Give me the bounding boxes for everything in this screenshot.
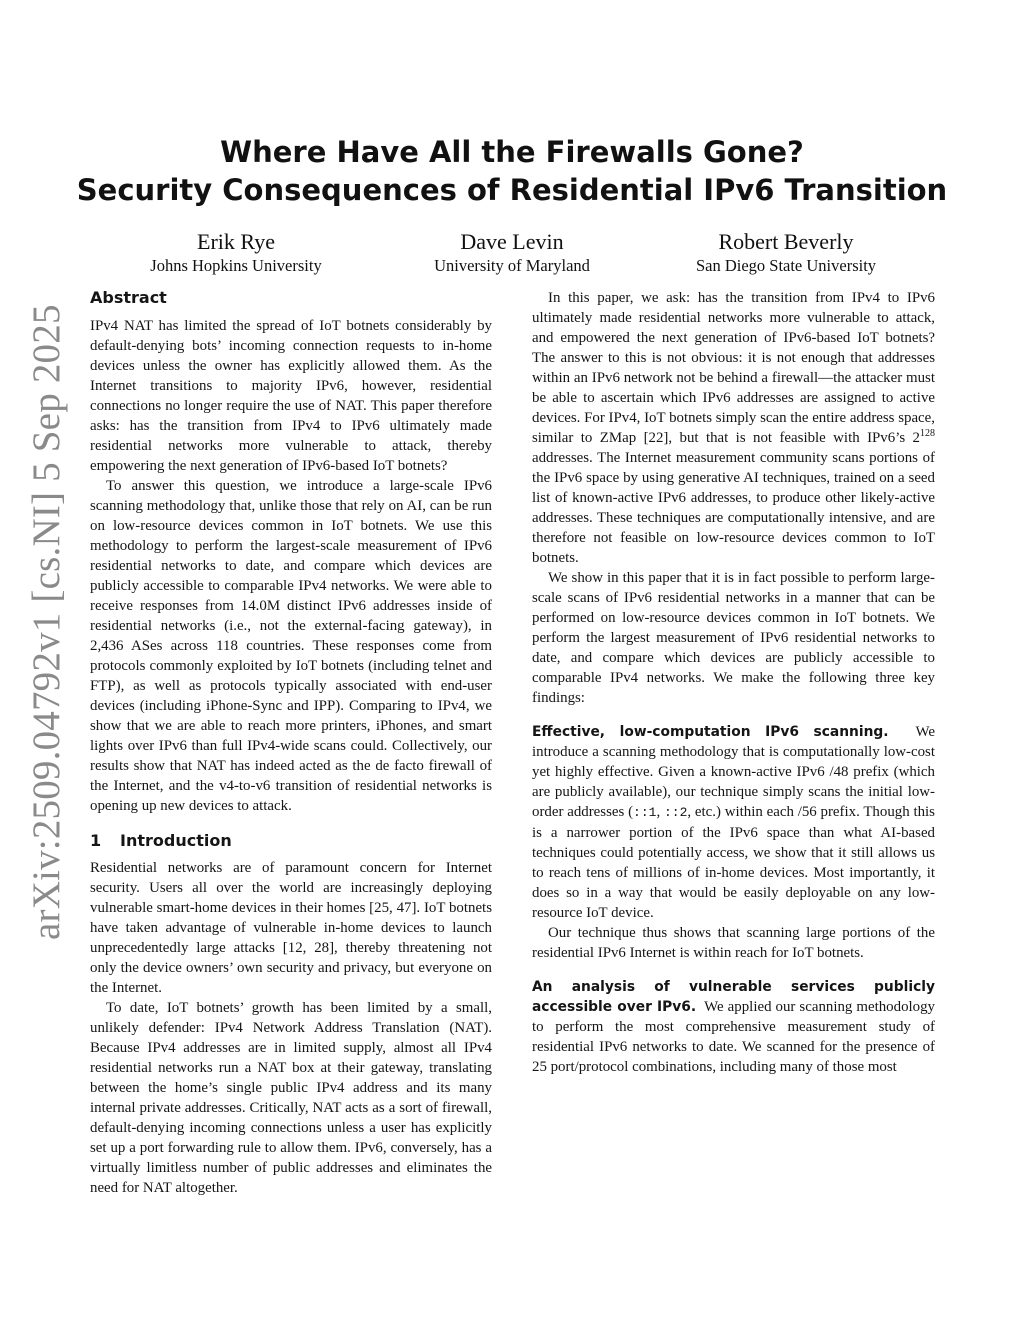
- intro-paragraph: To date, IoT botnets’ growth has been limited by a small, unlikely defender: IPv4 Network Address Translation (NAT). Because IPv4 addresses are in limited supply, almost all IPv4 residential networks run a NAT box at their gateway, translating between the home’s single public IPv4 address and its many internal private addresses. Critically, NAT acts as a sort of firewall, default-denying incoming connections unless a user has explicitly set up a port forwarding rule to allow them. IPv6, conversely, has a virtually limitless number of public addresses and eliminates the need for NAT altogether.: [90, 1000, 492, 1196]
- author-affiliation: University of Maryland: [434, 256, 590, 275]
- finding-text: , etc.) within each /56 prefix. Though this is a narrower portion of the IPv6 space than what AI-based techniques could potentially access, we show that it still allows us to reach tens of millions of in-home devices. Most importantly, it does so in a way that would be easily deployable on any low-resource IoT device.: [532, 804, 935, 921]
- section-heading-introduction: [90, 831, 492, 851]
- finding-text: We applied our scanning methodology to perform the most comprehensive measurement study of residential IPv6 networks to date. We scanned for the presence of 25 port/protocol combinations, including many of those most: [532, 999, 935, 1075]
- author-block-1: [86, 229, 386, 277]
- arxiv-identifier-stamp: arXiv:2509.04792v1 [cs.NI] 5 Sep 2025: [25, 304, 68, 940]
- abstract-paragraph: IPv4 NAT has limited the spread of IoT botnets considerably by default-denying bots’ incoming connection requests to in-home devices unless the owner has explicitly allowed them. As the Internet transitions to majority IPv6, however, residential connections no longer require the use of NAT. This paper therefore asks: has the transition from IPv4 to IPv6 ultimately made residential networks more vulnerable to attack, thereby empowering the next generation of IPv6-based IoT botnets?: [90, 318, 492, 474]
- section-title: Introduction: [120, 831, 232, 850]
- finding-paragraph: [532, 977, 935, 1077]
- finding-paragraph: Our technique thus shows that scanning large portions of the residential IPv6 Internet is within reach for IoT botnets.: [532, 925, 935, 961]
- author-block-2: [362, 229, 662, 277]
- author-name: Erik Rye: [197, 229, 275, 254]
- exponent: 128: [920, 428, 935, 440]
- finding-title: An analysis of vulnerable services publicly accessible over IPv6.: [532, 979, 935, 1015]
- author-name: Robert Beverly: [718, 229, 854, 254]
- paper-title: [0, 133, 1024, 209]
- title-line-1: Where Have All the Firewalls Gone?: [220, 135, 804, 169]
- author-name: Dave Levin: [460, 229, 564, 254]
- author-affiliation: San Diego State University: [695, 256, 877, 275]
- title-line-2: Security Consequences of Residential IPv6 Transition: [76, 173, 948, 207]
- abstract-heading: Abstract: [90, 288, 167, 307]
- left-column: [90, 288, 492, 1198]
- section-number: 1: [90, 831, 102, 850]
- intro-paragraph: [532, 288, 935, 568]
- finding-text: We introduce a scanning methodology that is computationally low-cost yet highly effective. Given a known-active IPv6 /48 prefix (which are publicly available), our technique simply scans the initial low-order addresses (: [532, 724, 935, 820]
- abstract-paragraph: To answer this question, we introduce a large-scale IPv6 scanning methodology that, unlike those that rely on AI, can be run on low-resource devices common in IoT botnets. We use this methodology to perform the largest-scale measurement of IPv6 residential networks to date, and compare which devices are publicly accessible to comparable IPv4 networks. We were able to receive responses from 14.0M distinct IPv6 addresses inside of residential networks (i.e., not the external-facing gateway), in 2,436 ASes across 118 countries. These responses come from protocols commonly exploited by IoT botnets (including telnet and FTP), as well as protocols typically associated with end-user devices (including iPhone-Sync and IPP). Comparing to IPv4, we show that we are able to reach more printers, iPhones, and smart lights over IPv6 than full IPv4-wide scans could. Collectively, our results show that NAT has indeed acted as the de facto firewall of the Internet, and the v4-to-v6 transition of residential networks is opening up new devices to attack.: [90, 478, 492, 814]
- inline-code: ::2: [663, 805, 688, 820]
- finding-title: Effective, low-computation IPv6 scanning.: [532, 724, 889, 740]
- author-affiliation: Johns Hopkins University: [150, 256, 322, 275]
- author-block-3: [636, 229, 936, 277]
- right-column: [532, 288, 935, 1077]
- finding-text: ,: [656, 804, 664, 820]
- inline-code: ::1: [633, 805, 657, 820]
- intro-paragraph-text: In this paper, we ask: has the transition from IPv4 to IPv6 ultimately made residential networks more vulnerable to attack, and empowered the next generation of IPv6-based IoT botnets? The answer to this is not obvious: it is not enough that addresses within an IPv6 network not be behind a firewall—the attacker must be able to ascertain which IPv6 addresses are assigned to active devices. For IPv4, IoT botnets simply scan the entire address space, similar to ZMap [22], but that is not feasible with IPv6’s 2: [532, 290, 935, 446]
- finding-paragraph: [532, 722, 935, 923]
- intro-paragraph-text: addresses. The Internet measurement community scans portions of the IPv6 space by using generative AI techniques, trained on a seed list of known-active IPv6 addresses, to produce other likely-active addresses. These techniques are computationally intensive, and are therefore not feasible on low-resource devices common to IoT botnets.: [532, 450, 935, 566]
- intro-paragraph: Residential networks are of paramount concern for Internet security. Users all over the world are increasingly deploying vulnerable smart-home devices in their homes [25, 47]. IoT botnets have taken advantage of vulnerable in-home devices to launch unprecedentedly large attacks [12, 28], thereby threatening not only the device owners’ own security and privacy, but everyone on the Internet.: [90, 860, 492, 996]
- intro-paragraph: We show in this paper that it is in fact possible to perform large-scale scans of IPv6 residential networks in a manner that can be performed on low-resource devices common in IoT botnets. We perform the largest measurement of IPv6 residential networks to date, and compare which devices are publicly accessible to comparable IPv4 networks. We make the following three key findings:: [532, 570, 935, 706]
